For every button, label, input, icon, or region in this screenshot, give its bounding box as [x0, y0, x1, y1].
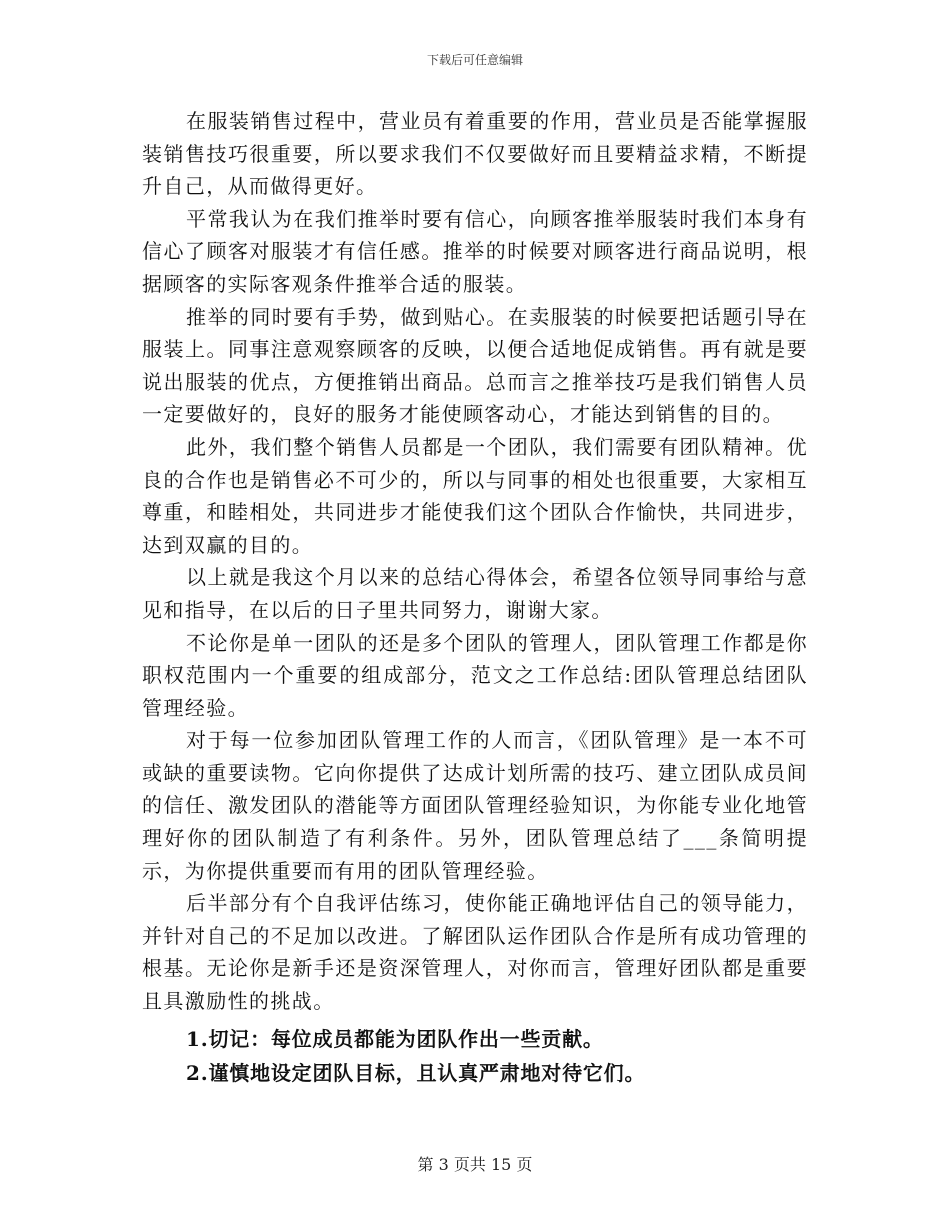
paragraph-5: 以上就是我这个月以来的总结心得体会，希望各位领导同事给与意见和指导，在以后的日子里共同努力，谢谢大家。: [142, 565, 808, 622]
numbered-tip-2: 2.谨慎地设定团队目标，且认真严肃地对待它们。: [186, 1060, 646, 1085]
paragraph-4: 此外，我们整个销售人员都是一个团队，我们需要有团队精神。优良的合作也是销售必不可少的，所以与同事的相处也很重要，大家相互尊重，和睦相处，共同进步才能使我们这个团队合作愉快，共同进步，达到双赢的目的。: [142, 434, 808, 557]
page-number: 第 3 页共 15 页: [417, 1155, 533, 1174]
paragraph-7: 对于每一位参加团队管理工作的人而言，《团队管理》是一本不可或缺的重要读物。它向你提供了达成计划所需的技巧、建立团队成员间的信任、激发团队的潜能等方面团队管理经验知识，为你能专业化地管理好你的团队制造了有利条件。另外，团队管理总结了___条简明提示，为你提供重要而有用的团队管理经验。: [142, 728, 808, 883]
paragraph-6: 不论你是单一团队的还是多个团队的管理人，团队管理工作都是你职权范围内一个重要的组成部分，范文之工作总结:团队管理总结团队管理经验。: [142, 630, 808, 720]
paragraph-2: 平常我认为在我们推举时要有信心，向顾客推举服装时我们本身有信心了顾客对服装才有信任感。推举的时候要对顾客进行商品说明，根据顾客的实际客观条件推举合适的服装。: [142, 206, 808, 296]
paragraph-3: 推举的同时要有手势，做到贴心。在卖服装的时候要把话题引导在服装上。同事注意观察顾客的反映，以便合适地促成销售。再有就是要说出服装的优点，方便推销出商品。总而言之推举技巧是我们销售人员一定要做好的，良好的服务才能使顾客动心，才能达到销售的目的。: [142, 304, 808, 427]
paragraph-1: 在服装销售过程中，营业员有着重要的作用，营业员是否能掌握服装销售技巧很重要，所以要求我们不仅要做好而且要精益求精，不断提升自己，从而做得更好。: [142, 109, 808, 199]
paragraph-8: 后半部分有个自我评估练习，使你能正确地评估自己的领导能力，并针对自己的不足加以改进。了解团队运作团队合作是所有成功管理的根基。无论你是新手还是资深管理人，对你而言，管理好团队都是重要且具激励性的挑战。: [142, 891, 808, 1014]
document-body: [142, 105, 808, 1090]
numbered-tip-1: 1.切记：每位成员都能为团队作出一些贡献。: [186, 1026, 604, 1051]
page-header: 下载后可任意编辑: [426, 53, 523, 67]
